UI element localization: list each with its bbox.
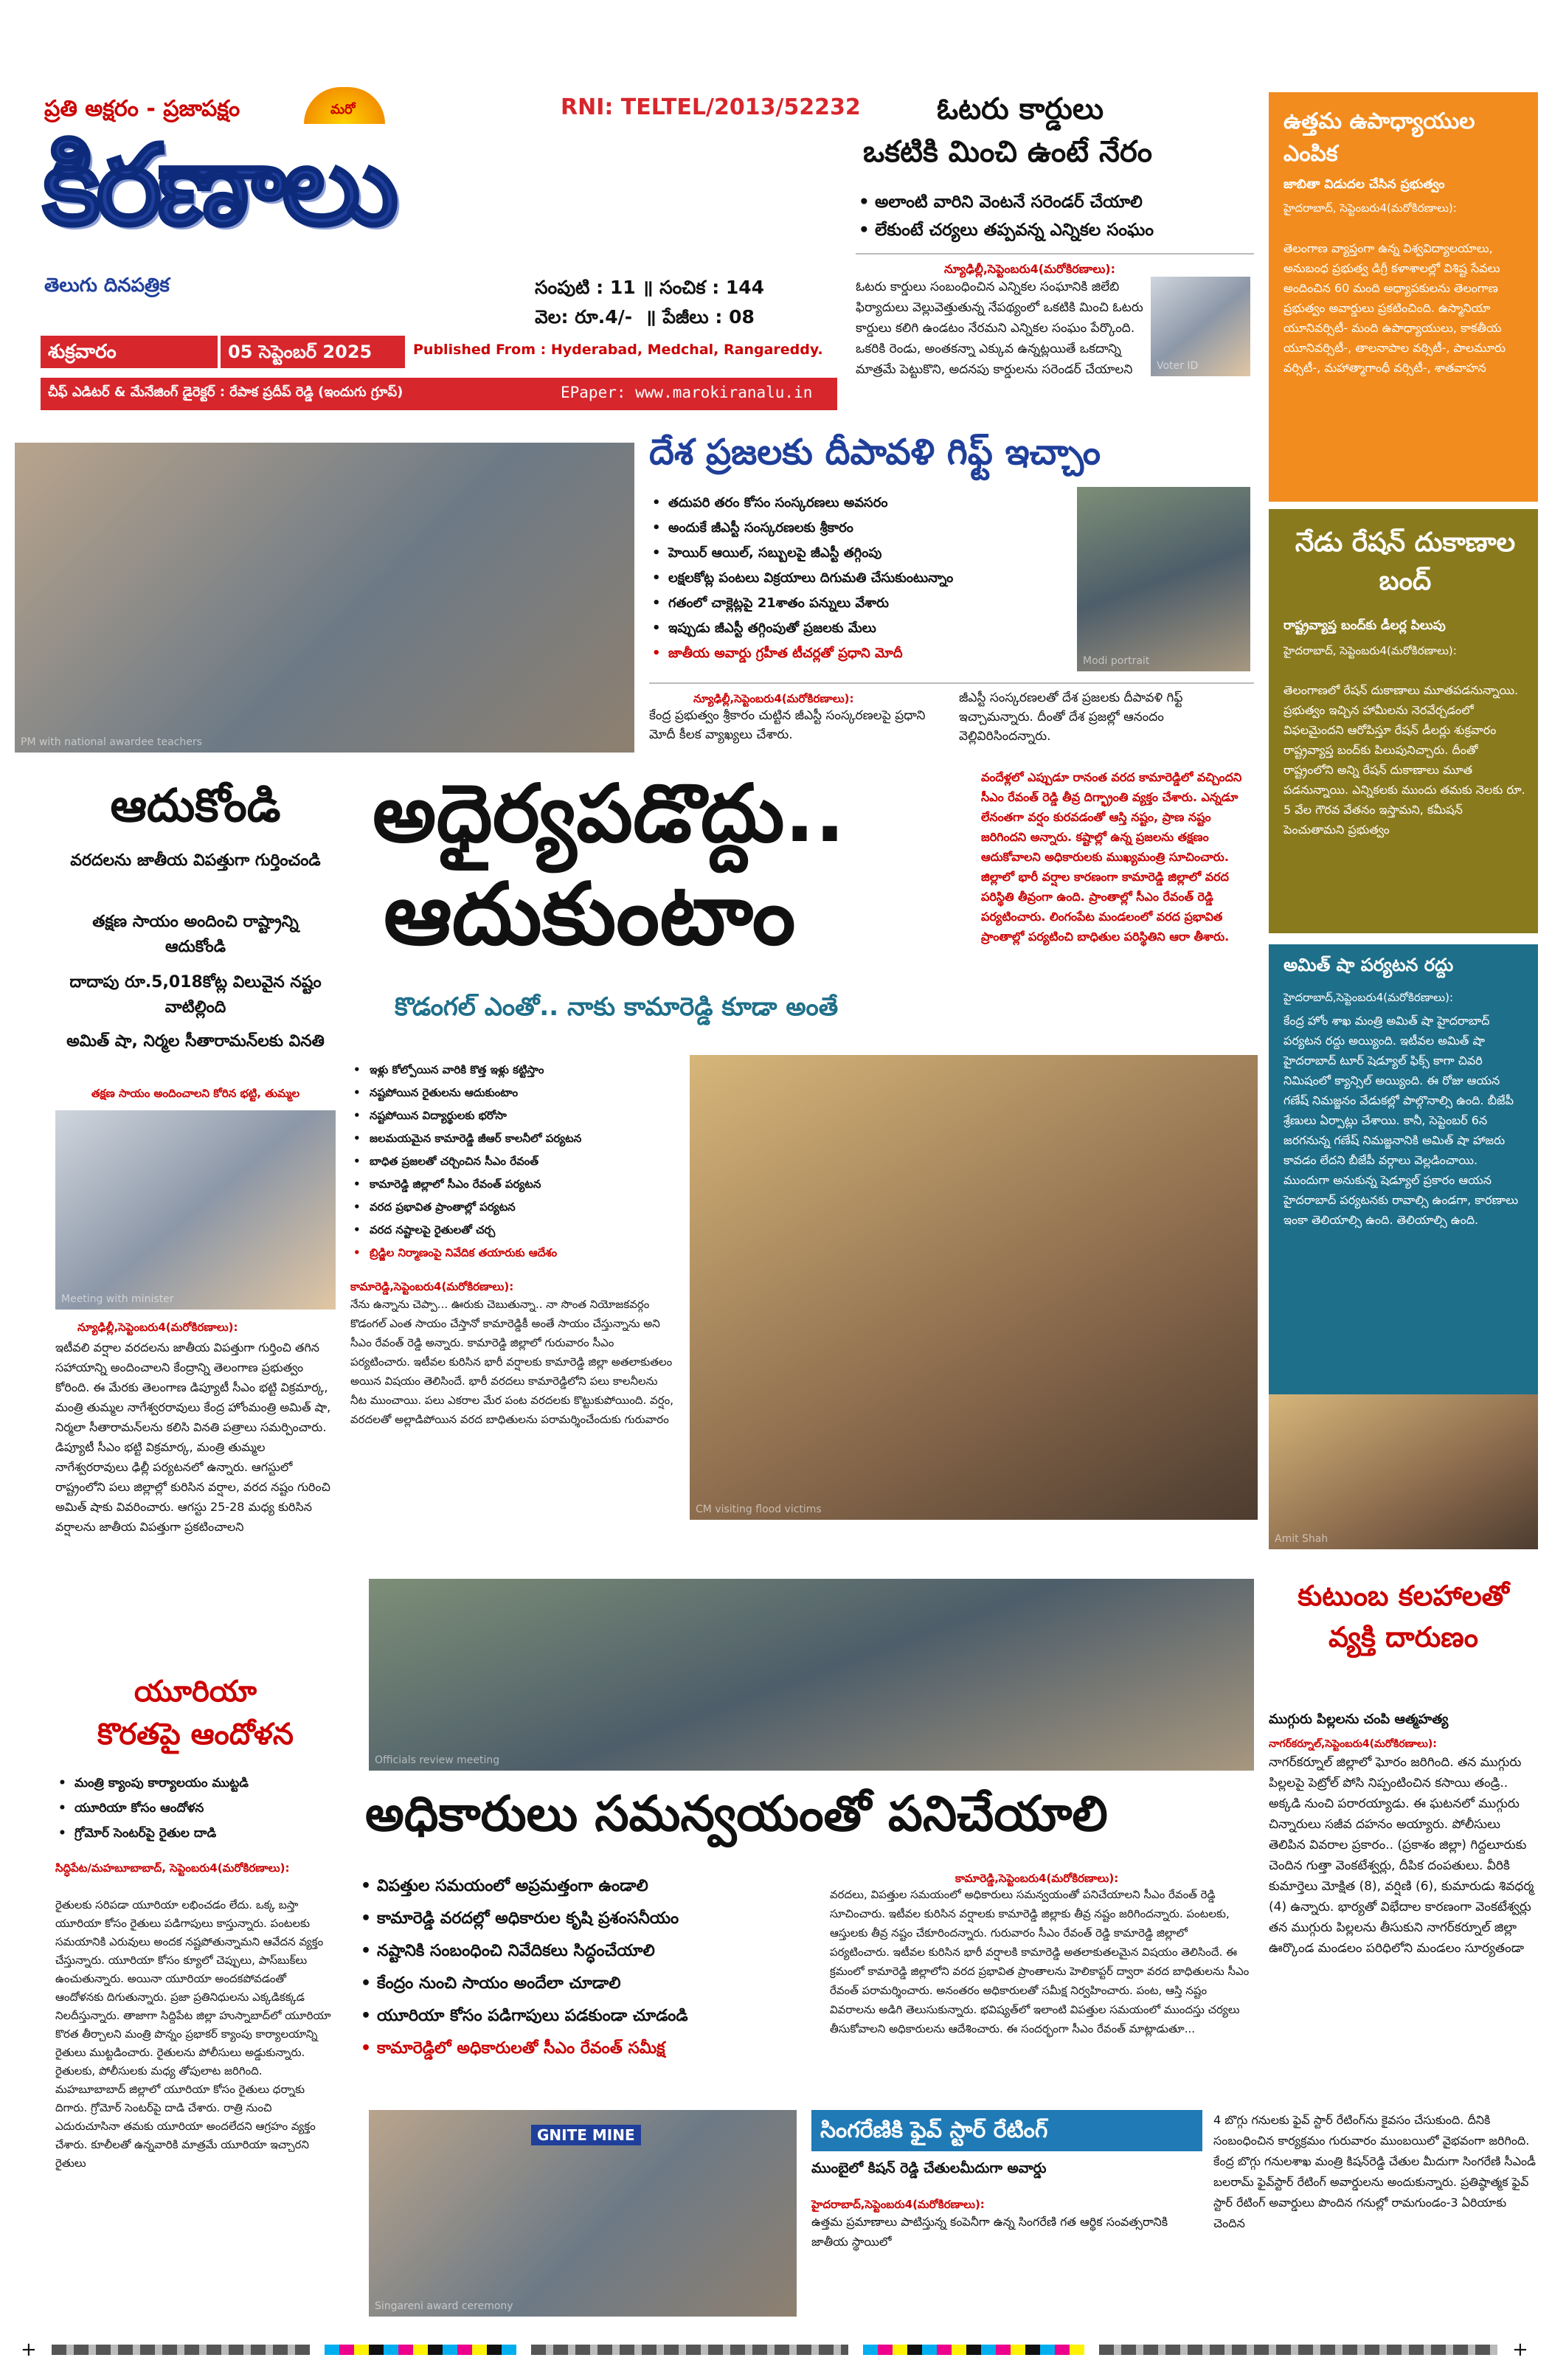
adukondi-p3: దాదాపు రూ.5,018కోట్ల విలువైన నష్టం వాటిల్లింది <box>69 973 322 1017</box>
lead-headline-2: ఆదుకుంటాం <box>384 865 796 964</box>
lead-headline-1: అధైర్యపడొద్దు.. <box>373 768 845 860</box>
amit-box <box>1269 944 1538 1549</box>
issue: సంచిక : 144 <box>659 277 765 298</box>
teacher-body: తెలంగాణ వ్యాప్తంగా ఉన్న విశ్వవిద్యాలయాలు, అనుబంధ ప్రభుత్వ డిగ్రీ కళాశాలల్లో విశిష్ట సేవలు అందించిన 60 మంది అధ్యాపకులను తెలంగాణ ప్రభుత్వం అవార్డులు ప్రకటించింది. ఉస్మానియా యూనివర్సిటీ- మంది ఉపాధ్యాయులు, కాకతీయ యూనివర్సిటీ-, తాలనాపాల వర్సిటీ-, పాలమూరు వర్సిటీ-, మహాత్మాగాంధీ వర్సిటీ-, శాతవాహన <box>1283 241 1506 375</box>
volume: సంపుటి : 11 <box>535 277 636 298</box>
urea-body: రైతులకు సరిపడా యూరియా లభించడం లేదు. ఒక్క బస్తా యూరియా కోసం రైతులు పడిగాపులు కాస్తున్నారు. పంటలకు సమయానికి ఎరువులు అందక నష్టపోతున్నామని ఆవేదన వ్యక్తం చేస్తున్నారు. యూరియా కోసం క్యూలో చెప్పులు, పాస్‌బుక్‌లు ఉంచుతున్నారు. అయినా యూరియా అందకపోవడంతో ఆందోళనకు దిగుతున్నారు. ప్రజా ప్రతినిధులను ఎక్కడికక్కడ నిలదీస్తున్నారు. తాజాగా సిద్దిపేట జిల్లా హుస్నాబాద్‌లో యూరియా కొరత తీర్చాలని మంత్రి పొన్నం ప్రభాకర్ క్యాంపు కార్యాలయాన్ని రైతులు ముట్టడించారు. రైతులను పోలీసులు అడ్డుకున్నారు. రైతులకు, పోలీసులకు మధ్య తోపులాట జరిగింది. మహబూబాబాద్ జిల్లాలో యూరియా కోసం రైతులు ధర్నాకు దిగారు. గ్రోమోర్ సెంటర్‌పై దాడి చేశారు. రాత్రి నుంచి ఎదురుచూసినా తమకు యూరియా అందలేదని ఆగ్రహం వ్యక్తం చేశారు. కూలీలతో ఉన్నవారికి మాత్రమే యూరియా ఇచ్చారని రైతులు <box>55 1898 331 2170</box>
singareni-story <box>811 2110 1538 2317</box>
singareni-side: 4 బొగ్గు గనులకు ఫైవ్ స్టార్ రేటింగ్‌ను కైవసం చేసుకుంది. దీనికి సంబంధించిన కార్యక్రమం గురువారం ముంబయిలో వైభవంగా జరిగింది. కేంద్ర బొగ్గు గనులశాఖ మంత్రి కిషన్‌రెడ్డి చేతుల మీదుగా సింగరేణి సీఎండీ బలరామ్ ఫైవ్‌స్టార్ రేటింగ్ అవార్డులను అందుకున్నారు. ప్రతిష్ఠాత్మక ఫైవ్ స్టార్ రేటింగ్ అవార్డులు పొందిన గనుల్లో రామగుండం-3 ఏరియాకు చెందిన <box>1213 2113 1536 2230</box>
ration-body: తెలంగాణలో రేషన్ దుకాణాలు మూతపడనున్నాయి. ప్రభుత్వం ఇచ్చిన హామీలను నెరవేర్చడంలో విఫలమైందని ఆరోపిస్తూ రేషన్ డీలర్లు శుక్రవారం రాష్ట్రవ్యాప్త బంద్‌కు పిలుపునిచ్చారు. దీంతో రాష్ట్రంలోని అన్ని రేషన్ దుకాణాలు మూత పడనున్నాయి. ఎన్నికలకు ముందు తమకు నెలకు రూ. 5 వేల గౌరవ వేతనం ఇస్తామని, కమీషన్ పెంచుతామని ప్రభుత్వం <box>1283 683 1525 837</box>
review-meeting-photo: Officials review meeting <box>369 1579 1254 1771</box>
urea-bullets <box>55 1771 336 1846</box>
teacher-box <box>1269 92 1538 502</box>
adukondi-caption: తక్షణ సాయం అందించాలని కోరిన భట్టి, తుమ్మల <box>91 1087 300 1100</box>
singareni-body: ఉత్తమ ప్రమాణాలు పాటిస్తున్న కంపెనీగా ఉన్న సింగరేణి గత ఆర్థిక సంవత్సరానికి జాతీయ స్థాయిలో <box>811 2215 1168 2249</box>
lead-bullet: • వరద ప్రభావిత ప్రాంతాల్లో పర్యటన <box>350 1196 675 1219</box>
lead-bullets <box>350 1059 675 1265</box>
singareni-headline-bar <box>811 2110 1202 2151</box>
officials-bullet: • కేంద్రం నుంచి సాయం అందేలా చూడాలి <box>358 1968 815 2000</box>
issue-details: సంపుటి : 11 ॥ సంచిక : 144 వెల: రూ.4/- ॥ పేజీలు : 08 <box>535 277 765 328</box>
day: శుక్రవారం <box>41 336 218 368</box>
price: వెల: రూ.4/- <box>535 306 633 328</box>
officials-bullets <box>358 1870 815 2065</box>
diwali-bullet: • గతంలో చాక్లెట్లపై 21శాతం పన్నులు వేశారు <box>649 591 1055 616</box>
editor-bar <box>41 378 837 410</box>
officials-headline: అధికారులు సమన్వయంతో పనిచేయాలి <box>365 1785 1108 1842</box>
lead-body: నేను ఉన్నాను చెప్పా... ఊరుకు చెబుతున్నా.. నా సొంత నియోజకవర్గం కొడంగల్ ఎంత సాయం చేస్తానో కామారెడ్డికీ అంతే సాయం చేస్తున్నాను అని సీఎం రేవంత్ రెడ్డి అన్నారు. కామారెడ్డి జిల్లాలో గురువారం సీఎం పర్యటించారు. ఇటీవల కురిసిన భారీ వర్షాలకు కామారెడ్డి జిల్లా అతలాకుతలం అయిన విషయం తెలిసిందే. భారీ వరదలు కామారెడ్డిలోని పలు కాలనీలను నీట ముంచాయి. పలు ఎకరాల మేర పంట వరదలకు కొట్టుకుపోయింది. వర్షం, వరదలతో అల్లాడిపోయిన వరద బాధితులను పరామర్శించేందుకు గురువారం <box>350 1298 673 1426</box>
lead-bullet: • ఇళ్లు కోల్పోయిన వారికి కొత్త ఇళ్లు కట్టిస్తాం <box>350 1059 675 1082</box>
amit-body: కేంద్ర హోం శాఖ మంత్రి అమిత్ షా హైదరాబాద్ పర్యటన రద్దు అయ్యింది. ఇటీవల అమిత్ షా హైదరాబాద్ టూర్ షెడ్యూల్ ఫిక్స్ కాగా చివరి నిమిషంలో క్యాన్సిల్ అయ్యింది. ఈ రోజు ఆయన గణేష్ నిమజ్జనం వేడుకల్లో పాల్గొనాల్సి ఉంది. బీజేపీ శ్రేణులు ఏర్పాట్లు చేశాయి. కానీ, సెప్టెంబర్ 6న జరగనున్న గణేష్ నిమజ్జనానికి అమిత్ షా హాజరు కావడం లేదని బీజేపీ వర్గాలు వెల్లడించాయి. ముందుగా అనుకున్న షెడ్యూల్ ప్రకారం ఆయన హైదరాబాద్ పర్యటనకు రావాల్సి ఉండగా, కారణాలు ఇంకా తెలియాల్సి ఉంది. తెలియాల్సి ఉంది. <box>1283 1014 1519 1227</box>
voter-dateline: న్యూఢిల్లీ,సెప్టెంబరు4(మరోకిరణాలు): <box>944 262 1116 276</box>
logo-small-text: మరో <box>330 102 356 117</box>
officials-bullet: • విపత్తుల సమయంలో అప్రమత్తంగా ఉండాలి <box>358 1870 815 1903</box>
date: 05 సెప్టెంబర్ 2025 <box>221 336 405 368</box>
lead-story <box>350 767 1258 1549</box>
published-from: Published From : Hyderabad, Medchal, Rangareddy. <box>413 342 823 358</box>
family-sub: ముగ్గురు పిల్లలను చంపి ఆత్మహత్య <box>1269 1712 1449 1727</box>
lead-side-text: వందేళ్లలో ఎప్పుడూ రానంత వరద కామారెడ్డిలో వచ్చిందని సీఎం రేవంత్ రెడ్డి తీవ్ర దిగ్భ్రాంతి వ్యక్తం చేశారు. ఎన్నడూ లేనంతగా వర్షం కురవడంతో ఆస్తి నష్టం, ప్రాణ నష్టం జరిగిందని అన్నారు. కష్టాల్లో ఉన్న ప్రజలను తక్షణం ఆదుకోవాలని అధికారులకు ముఖ్యమంత్రి సూచించారు. జిల్లాలో భారీ వర్షాల కారణంగా కామారెడ్డి జిల్లాలో వరద పరిస్థితి తీవ్రంగా ఉంది. ప్రాంతాల్లో సీఎం రేవంత్ రెడ్డి పర్యటించారు. లింగంపేట మండలంలో వరద ప్రభావిత ప్రాంతాల్లో పర్యటించి బాధితుల పరిస్థితిని ఆరా తీశారు. <box>981 770 1242 944</box>
teacher-title: ఉత్తమ ఉపాధ్యాయుల ఎంపిక <box>1283 108 1475 167</box>
amit-portrait-photo: Amit Shah <box>1269 1394 1538 1549</box>
award-event-photo: GNITE MINE Singareni award ceremony <box>369 2110 797 2317</box>
lead-bullet: • జలమయమైన కామారెడ్డి జీఆర్ కాలనీలో పర్యటన <box>350 1127 675 1150</box>
officials-bullet: • యూరియా కోసం పడిగాపులు పడకుండా చూడండి <box>358 2000 815 2033</box>
lead-bullet: • వరద నష్టాలపై రైతులతో చర్చ <box>350 1219 675 1242</box>
urea-bullet: • యూరియా కోసం ఆందోళన <box>55 1796 336 1821</box>
urea-dateline: సిద్ధిపేట/మహబూబాబాద్, సెప్టెంబరు4(మరోకిరణాలు): <box>55 1861 290 1875</box>
adukondi-story <box>55 778 336 1627</box>
family-story <box>1269 1575 1538 2106</box>
crop-mark-left-icon: + <box>21 2339 37 2361</box>
diwali-bullet: • ఇప్పుడు జీఎస్టీ తగ్గింపుతో ప్రజలకు మేలు <box>649 616 1055 641</box>
adukondi-title: ఆదుకోండి <box>110 778 281 832</box>
adukondi-dateline: న్యూఢిల్లీ,సెప్టెంబరు4(మరోకిరణాలు): <box>77 1321 238 1334</box>
ration-dateline: హైదరాబాద్, సెప్టెంబరు4(మరోకిరణాలు): <box>1283 644 1457 657</box>
date-bar <box>41 336 837 368</box>
lead-bullet: • నష్టపోయిన రైతులను ఆదుకుంటాం <box>350 1082 675 1104</box>
diwali-bullet: • తదుపరి తరం కోసం సంస్కరణలు అవసరం <box>649 491 1055 516</box>
family-body: నాగర్‌కర్నూల్ జిల్లాలో ఘోరం జరిగింది. తన ముగ్గురు పిల్లలపై పెట్రోల్ పోసి నిప్పంటించిన కసాయి తండ్రి.. అక్కడి నుంచి పరారయ్యాడు. ఈ ఘటనలో ముగ్గురు చిన్నారులు సజీవ దహనం అయ్యారు. పోలీసులు తెలిపిన వివరాల ప్రకారం.. (ప్రకాశం జిల్లా) గిద్దలూరుకు చెందిన గుత్తా వెంకటేశ్వర్లు, దీపిక దంపతులు. వీరికి కుమార్తెలు మోక్షిత (8), వర్షిణి (6), కుమారుడు శివధర్మ (4) ఉన్నారు. భార్యతో విభేదాల కారణంగా వెంకటేశ్వర్లు తన ముగ్గురు పిల్లలను తీసుకుని నాగర్‌కర్నూల్ జిల్లా ఊర్కొండ మండలం పరిధిలోని మండలం సూర్యతండా <box>1269 1755 1534 1956</box>
singareni-sub: ముంబైలో కిషన్ రెడ్డి చేతులమీదుగా అవార్డు <box>811 2160 1047 2176</box>
officials-dateline: కామారెడ్డి,సెప్టెంబరు4(మరోకిరణాలు): <box>955 1872 1119 1885</box>
family-title: కుటుంబ కలహాలతో వ్యక్తి దారుణం <box>1298 1580 1509 1653</box>
adukondi-p2: తక్షణ సాయం అందించి రాష్ట్రాన్ని ఆదుకోండి <box>92 913 299 956</box>
cm-visit-photo: CM visiting flood victims <box>690 1055 1258 1520</box>
voter-bullet-2: • లేకుంటే చర్యలు తప్పవన్న ఎన్నికల సంఘం <box>856 216 1254 244</box>
diwali-dateline: న్యూఢిల్లీ,సెప్టెంబరు4(మరోకిరణాలు): <box>693 692 854 705</box>
award-banner: GNITE MINE <box>531 2125 641 2145</box>
print-registration-bar <box>0 2339 1552 2361</box>
adukondi-p4: అమిత్ షా, నిర్మల సీతారామన్‌లకు వినతి <box>66 1032 325 1051</box>
rni-number: RNI: TELTEL/2013/52232 <box>561 94 861 120</box>
diwali-bullet: • జాతీయ అవార్డు గ్రహీత టీచర్లతో ప్రధాని మోదీ <box>649 641 1055 666</box>
voter-body: ఓటరు కార్డులు సంబంధించిన ఎన్నికల సంఘానికి జిలేబి ఫిర్యాదులు వెల్లువెత్తుతున్న నేపథ్యంలో ఒకటికి మించి ఓటరు కార్డులు కలిగి ఉండటం నేరమని ఎన్నికల సంఘం పేర్కొంది. ఒకరికి రెండు, అంతకన్నా ఎక్కువ ఉన్నట్లయితే ఒకదాన్ని మాత్రమే పెట్టుకొని, అదనపు కార్డులను సరెండర్ చేయాలని <box>856 280 1143 377</box>
lead-subhead: కొడంగల్ ఎంతో.. నాకు కామారెడ్డి కూడా అంతే <box>395 992 839 1022</box>
diwali-bullet: • అందుకే జీఎస్టీ సంస్కరణలకు శ్రీకారం <box>649 516 1055 541</box>
voter-title2: ఒకటికి మించి ఉంటే నేరం <box>863 135 1153 169</box>
officials-bullet: • నష్టానికి సంబంధించి నివేదికలు సిద్ధంచేయాలి <box>358 1935 815 1968</box>
teacher-dateline: హైదరాబాద్, సెప్టెంబరు4(మరోకిరణాలు): <box>1283 201 1457 215</box>
tagline: ప్రతి అక్షరం - ప్రజాపక్షం <box>44 96 240 122</box>
diwali-body-1: కేంద్ర ప్రభుత్వం శ్రీకారం చుట్టిన జీఎస్టీ సంస్కరణలపై ప్రధాని మోదీ కీలక వ్యాఖ్యలు చేశారు. <box>649 708 926 742</box>
singareni-dateline: హైదరాబాద్,సెప్టెంబరు4(మరోకిరణాలు): <box>811 2198 985 2211</box>
voter-card-photo: Voter ID <box>1151 277 1250 376</box>
diwali-body-2: జీఎస్టీ సంస్కరణలతో దేశ ప్రజలకు దీపావళి గిఫ్ట్ ఇచ్చామన్నారు. దీంతో దేశ ప్రజల్లో ఆనందం వెల్లివిరిసిందన్నారు. <box>959 691 1183 744</box>
lead-bullet: • నష్టపోయిన విద్యార్థులకు భరోసా <box>350 1104 675 1127</box>
singareni-headline: సింగరేణికి ఫైవ్ స్టార్ రేటింగ్ <box>820 2117 1048 2143</box>
officials-story <box>350 1785 1254 2095</box>
lead-bullet: • బాధిత ప్రజలతో చర్చించిన సీఎం రేవంత్ <box>350 1150 675 1173</box>
ration-box <box>1269 509 1538 933</box>
lead-bullet: • బ్రిడ్జిల నిర్మాణంపై నివేదిక తయారుకు ఆదేశం <box>350 1242 675 1265</box>
editor-line: చీఫ్ ఎడిటర్ & మేనేజింగ్ డైరెక్టర్ : రేపాక ప్రదీప్ రెడ్డి (ఇందుగు గ్రూప్) <box>48 384 403 400</box>
modi-teachers-photo: PM with national awardee teachers <box>15 443 634 753</box>
urea-title2: కొరతపై ఆందోళన <box>97 1717 294 1751</box>
officials-body: వరదలు, విపత్తుల సమయంలో అధికారులు సమన్వయంతో పనిచేయాలని సీఎం రేవంత్ రెడ్డి సూచించారు. ఇటీవల కురిసిన వర్షాలకు కామారెడ్డి జిల్లాకు తీవ్ర నష్టం జరిగిందన్నారు. పంటలకు, ఆస్తులకు తీవ్ర నష్టం చేకూరిందన్నారు. గురువారం సీఎం రేవంత్ రెడ్డి కామారెడ్డి జిల్లాలో పర్యటించారు. ఇటీవల కురిసిన భారీ వర్షాలకి కామారెడ్డి అతలాకుతలమైన విషయం తెలిసిందే. ఈ క్రమంలో కామారెడ్డి జిల్లాలోని వరద ప్రభావిత ప్రాంతాలను హెలికాప్టర్ ద్వారా వరద బాధితులను సీఎం రేవంత్ పరామర్శించారు. అనంతరం అధికారులతో సమీక్ష నిర్వహించారు. పంట, ఆస్తి నష్టం వివరాలను అడిగి తెలుసుకున్నారు. భవిష్యత్‌లో ఇలాంటి విపత్తుల సమయంలో ముందస్తు చర్యలు తీసుకోవాలని అధికారులను ఆదేశించారు. ఈ సందర్భంగా సీఎం రేవంత్ మాట్లాడుతూ... <box>830 1888 1250 2035</box>
voter-bullet-1: • అలాంటి వారిని వెంటనే సరెండర్ చేయాలి <box>856 188 1254 216</box>
officials-bullet: • కామారెడ్డిలో అధికారులతో సీఎం రేవంత్ సమీక్ష <box>358 2033 815 2065</box>
urea-story <box>55 1675 336 2324</box>
lead-dateline: కామారెడ్డి,సెప్టెంబరు4(మరోకిరణాలు): <box>350 1280 514 1293</box>
family-dateline: నాగర్‌కర్నూల్,సెప్టెంబరు4(మరోకిరణాలు): <box>1269 1738 1437 1750</box>
diwali-bullet: • లక్షలకోట్ల పంటలు విక్రయాలు దిగుమతి చేసుకుంటున్నాం <box>649 566 1055 591</box>
diwali-story <box>649 432 1254 771</box>
diwali-bullets <box>649 491 1055 666</box>
pages: పేజీలు : 08 <box>662 306 755 328</box>
urea-bullet: • గ్రోమోర్ సెంటర్‌పై రైతుల దాడి <box>55 1821 336 1846</box>
amit-dateline: హైదరాబాద్,సెప్టెంబరు4(మరోకిరణాలు): <box>1283 991 1454 1004</box>
adukondi-p1: వరదలను జాతీయ విపత్తుగా గుర్తించండి <box>70 851 321 870</box>
modi-portrait-photo: Modi portrait <box>1077 487 1250 671</box>
urea-bullet: • మంత్రి క్యాంపు కార్యాలయం ముట్టడి <box>55 1771 336 1796</box>
voter-story <box>856 92 1254 421</box>
ration-sub: రాష్ట్రవ్యాప్త బంద్‌కు డీలర్ల పిలుపు <box>1283 618 1446 633</box>
masthead-logo: కిరణాలు <box>43 122 395 250</box>
urea-title1: యూరియా <box>134 1675 257 1709</box>
masthead-subtitle: తెలుగు దినపత్రిక <box>44 274 170 297</box>
diwali-headline: దేశ ప్రజలకు దీపావళి గిఫ్ట్ ఇచ్చాం <box>649 432 1101 473</box>
adukondi-body: ఇటీవలి వర్షాల వరదలను జాతీయ విపత్తుగా గుర్తించి తగిన సహాయాన్ని అందించాలని కేంద్రాన్ని తెలంగాణ ప్రభుత్వం కోరింది. ఈ మేరకు తెలంగాణ డిప్యూటీ సీఎం భట్టి విక్రమార్క, మంత్రి తుమ్మల నాగేశ్వరరావులు కేంద్ర హోంమంత్రి అమిత్ షా, నిర్మలా సీతారామన్‌లను కలిసి వినతి పత్రాలు సమర్పించారు. డిప్యూటీ సీఎం భట్టి విక్రమార్క, మంత్రి తుమ్మల నాగేశ్వరరావులు ఢిల్లీ పర్యటనలో ఉన్నారు. ఆగస్టులో రాష్ట్రంలోని పలు జిల్లాల్లో కురిసిన వర్షాల, వరద నష్టం గురించి అమిత్ షాకు వివరించారు. ఆగస్టు 25-28 మధ్య కురిసిన వర్షాలను జాతీయ విపత్తుగా ప్రకటించాలని <box>55 1341 331 1534</box>
voter-bullets <box>856 188 1254 244</box>
voter-title1: ఓటరు కార్డులు <box>937 92 1104 126</box>
crop-mark-right-icon: + <box>1512 2339 1528 2361</box>
ration-title: నేడు రేషన్ దుకాణాల బంద్ <box>1295 527 1516 596</box>
teacher-sub: జాబితా విడుదల చేసిన ప్రభుత్వం <box>1283 177 1445 192</box>
adukondi-photo: Meeting with minister <box>55 1110 336 1310</box>
lead-bullet: • కామారెడ్డి జిల్లాలో సీఎం రేవంత్ పర్యటన <box>350 1173 675 1196</box>
officials-bullet: • కామారెడ్డి వరదల్లో అధికారుల కృషి ప్రశంసనీయం <box>358 1903 815 1935</box>
epaper-link[interactable]: EPaper: www.marokiranalu.in <box>561 384 813 401</box>
diwali-bullet: • హెయిర్ ఆయిల్, సబ్బులపై జీఎస్టీ తగ్గింపు <box>649 541 1055 566</box>
amit-title: అమిత్ షా పర్యటన రద్దు <box>1283 955 1454 975</box>
